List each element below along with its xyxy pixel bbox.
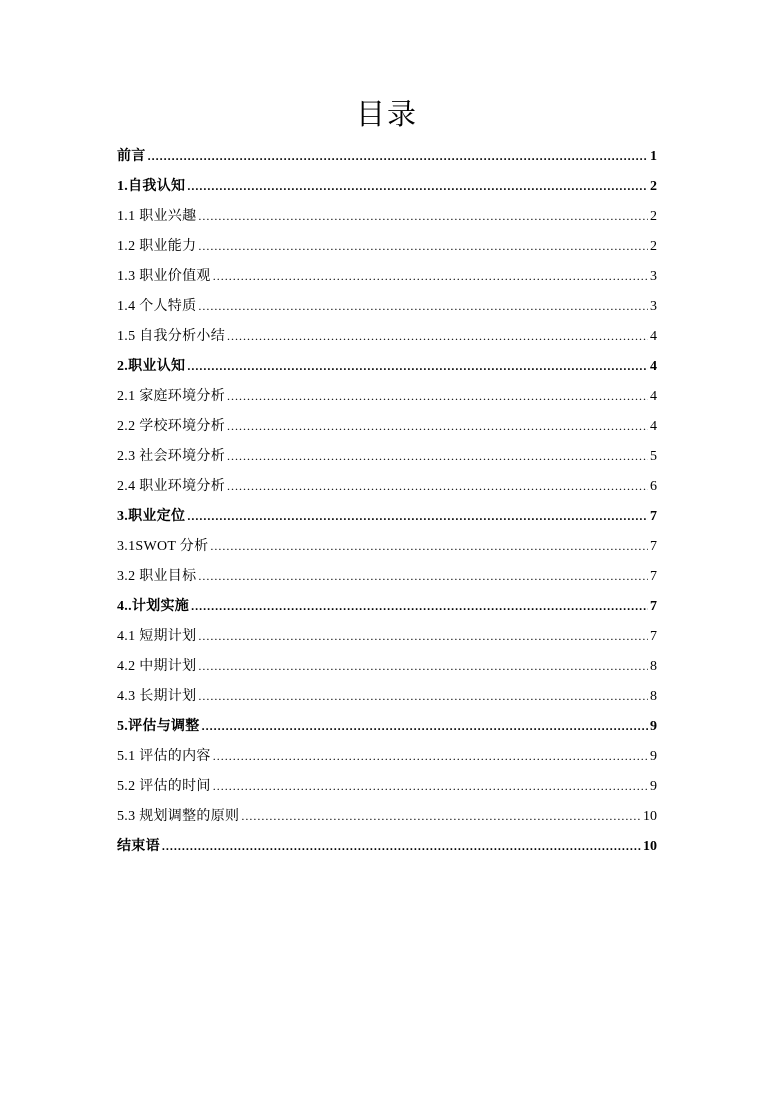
dot-leader (187, 501, 648, 531)
toc-section-entry[interactable] (117, 471, 657, 501)
dot-leader (227, 321, 648, 351)
toc-entry-label: 前言 (117, 149, 146, 164)
dot-leader (227, 471, 648, 501)
toc-page-number: 4 (650, 359, 657, 374)
toc-section-entry[interactable] (117, 741, 657, 771)
toc-page-number: 1 (650, 149, 657, 164)
dot-leader (213, 771, 648, 801)
toc-section-entry[interactable] (117, 231, 657, 261)
toc-section-entry[interactable] (117, 801, 657, 831)
toc-page-number: 4 (650, 389, 657, 404)
toc-page-number: 2 (650, 239, 657, 254)
toc-page-number: 9 (650, 779, 657, 794)
toc-page-number: 5 (650, 449, 657, 464)
toc-page-number: 8 (650, 689, 657, 704)
dot-leader (162, 831, 641, 861)
dot-leader (187, 171, 648, 201)
toc-page-number: 8 (650, 659, 657, 674)
toc-page-number: 4 (650, 419, 657, 434)
toc-section-entry[interactable] (117, 651, 657, 681)
toc-section-entry[interactable] (117, 441, 657, 471)
toc-entry-label: 4.3 长期计划 (117, 689, 197, 704)
toc-page-number: 7 (650, 599, 657, 614)
dot-leader (198, 681, 648, 711)
dot-leader (148, 141, 648, 171)
toc-entry-label: 5.1 评估的内容 (117, 749, 211, 764)
toc-chapter-entry[interactable] (117, 711, 657, 741)
toc-entry-label: 2.职业认知 (117, 359, 186, 374)
toc-entry-label: 1.自我认知 (117, 179, 186, 194)
dot-leader (198, 231, 648, 261)
toc-page-number: 3 (650, 299, 657, 314)
table-of-contents (117, 141, 657, 861)
toc-entry-label: 1.2 职业能力 (117, 239, 197, 254)
dot-leader (202, 711, 648, 741)
toc-page-number: 7 (650, 539, 657, 554)
toc-page-number: 7 (650, 569, 657, 584)
toc-section-entry[interactable] (117, 621, 657, 651)
toc-section-entry[interactable] (117, 681, 657, 711)
dot-leader (227, 381, 648, 411)
toc-page-number: 7 (650, 509, 657, 524)
dot-leader (241, 801, 641, 831)
toc-section-entry[interactable] (117, 531, 657, 561)
toc-chapter-entry[interactable] (117, 171, 657, 201)
dot-leader (198, 651, 648, 681)
toc-entry-label: 3.职业定位 (117, 509, 186, 524)
toc-section-entry[interactable] (117, 411, 657, 441)
toc-entry-label: 1.5 自我分析小结 (117, 329, 225, 344)
toc-chapter-entry[interactable] (117, 141, 657, 171)
dot-leader (213, 741, 648, 771)
toc-chapter-entry[interactable] (117, 591, 657, 621)
toc-section-entry[interactable] (117, 321, 657, 351)
toc-section-entry[interactable] (117, 561, 657, 591)
toc-page-number: 6 (650, 479, 657, 494)
dot-leader (198, 201, 648, 231)
toc-section-entry[interactable] (117, 261, 657, 291)
toc-entry-label: 2.4 职业环境分析 (117, 479, 225, 494)
toc-entry-label: 1.1 职业兴趣 (117, 209, 197, 224)
toc-entry-label: 1.3 职业价值观 (117, 269, 211, 284)
dot-leader (198, 621, 648, 651)
toc-page-number: 10 (643, 809, 657, 824)
dot-leader (227, 441, 648, 471)
toc-entry-label: 3.2 职业目标 (117, 569, 197, 584)
toc-page-number: 7 (650, 629, 657, 644)
toc-entry-label: 2.2 学校环境分析 (117, 419, 225, 434)
toc-page-number: 9 (650, 719, 657, 734)
dot-leader (210, 531, 648, 561)
toc-page-number: 4 (650, 329, 657, 344)
toc-entry-label: 结束语 (117, 839, 160, 854)
toc-page-number: 9 (650, 749, 657, 764)
dot-leader (191, 591, 648, 621)
toc-entry-label: 5.评估与调整 (117, 719, 200, 734)
toc-entry-label: 4.1 短期计划 (117, 629, 197, 644)
toc-chapter-entry[interactable] (117, 351, 657, 381)
toc-page-number: 2 (650, 179, 657, 194)
toc-entry-label: 5.3 规划调整的原则 (117, 809, 240, 824)
toc-entry-label: 1.4 个人特质 (117, 299, 197, 314)
toc-page-number: 3 (650, 269, 657, 284)
toc-entry-label: 3.1SWOT 分析 (117, 539, 209, 554)
toc-section-entry[interactable] (117, 201, 657, 231)
page-title: 目录 (355, 97, 418, 131)
toc-entry-label: 4.2 中期计划 (117, 659, 197, 674)
toc-chapter-entry[interactable] (117, 831, 657, 861)
dot-leader (213, 261, 648, 291)
toc-chapter-entry[interactable] (117, 501, 657, 531)
toc-section-entry[interactable] (117, 381, 657, 411)
dot-leader (198, 561, 648, 591)
dot-leader (187, 351, 648, 381)
toc-section-entry[interactable] (117, 291, 657, 321)
toc-entry-label: 5.2 评估的时间 (117, 779, 211, 794)
toc-entry-label: 4..计划实施 (117, 599, 190, 614)
toc-page-number: 10 (643, 839, 657, 854)
toc-page-number: 2 (650, 209, 657, 224)
toc-section-entry[interactable] (117, 771, 657, 801)
toc-entry-label: 2.3 社会环境分析 (117, 449, 225, 464)
dot-leader (198, 291, 648, 321)
dot-leader (227, 411, 648, 441)
toc-entry-label: 2.1 家庭环境分析 (117, 389, 225, 404)
